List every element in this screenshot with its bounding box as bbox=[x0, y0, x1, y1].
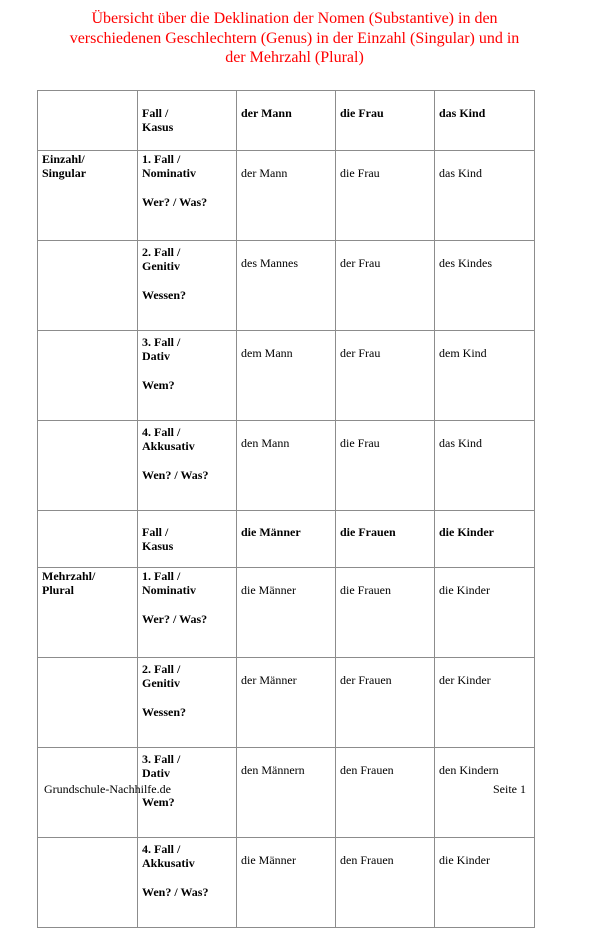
case-question: Wem? bbox=[142, 378, 175, 392]
case-name: Genitiv bbox=[142, 259, 180, 273]
case-number: 4. Fall / bbox=[142, 842, 181, 856]
case-number: 4. Fall / bbox=[142, 425, 181, 439]
case-name: Dativ bbox=[142, 349, 170, 363]
singular-row-nominativ bbox=[38, 151, 535, 241]
case-header bbox=[138, 91, 237, 151]
case-number: 2. Fall / bbox=[142, 245, 181, 259]
footer-page-number: Seite 1 bbox=[493, 782, 526, 796]
case-number: 3. Fall / bbox=[142, 335, 181, 349]
neuter-form: die Kinder bbox=[435, 568, 535, 658]
case-question: Wer? / Was? bbox=[142, 612, 208, 626]
plural-row-akkusativ bbox=[38, 838, 535, 928]
empty-cell bbox=[38, 331, 138, 421]
neuter-form: den Kindern bbox=[435, 748, 535, 838]
case-question: Wen? / Was? bbox=[142, 885, 209, 899]
feminine-form: die Frau bbox=[336, 151, 435, 241]
neuter-header: die Kinder bbox=[435, 511, 535, 568]
neuter-form: des Kindes bbox=[435, 241, 535, 331]
empty-cell bbox=[38, 658, 138, 748]
group-label-line-1: Mehrzahl/ bbox=[42, 569, 96, 583]
masculine-header: die Männer bbox=[237, 511, 336, 568]
empty-cell bbox=[38, 91, 138, 151]
case-question: Wessen? bbox=[142, 705, 187, 719]
masculine-form: der Männer bbox=[237, 658, 336, 748]
group-label-line-1: Einzahl/ bbox=[42, 152, 85, 166]
case-name: Akkusativ bbox=[142, 856, 195, 870]
empty-cell bbox=[38, 838, 138, 928]
plural-row-nominativ bbox=[38, 568, 535, 658]
case-number: 1. Fall / bbox=[142, 569, 181, 583]
neuter-form: das Kind bbox=[435, 421, 535, 511]
feminine-form: den Frauen bbox=[336, 838, 435, 928]
neuter-header: das Kind bbox=[435, 91, 535, 151]
masculine-header: der Mann bbox=[237, 91, 336, 151]
empty-cell bbox=[38, 511, 138, 568]
masculine-form: die Männer bbox=[237, 838, 336, 928]
case-name: Nominativ bbox=[142, 583, 196, 597]
singular-row-genitiv bbox=[38, 241, 535, 331]
feminine-form: die Frauen bbox=[336, 568, 435, 658]
feminine-form: den Frauen bbox=[336, 748, 435, 838]
case-header-line-2: Kasus bbox=[142, 120, 174, 134]
feminine-form: der Frau bbox=[336, 241, 435, 331]
group-label-singular bbox=[38, 151, 138, 241]
singular-header-row bbox=[38, 91, 535, 151]
masculine-form: die Männer bbox=[237, 568, 336, 658]
case-name: Akkusativ bbox=[142, 439, 195, 453]
case-question: Wer? / Was? bbox=[142, 195, 208, 209]
plural-row-genitiv bbox=[38, 658, 535, 748]
case-header bbox=[138, 511, 237, 568]
case-label bbox=[138, 151, 237, 241]
case-name: Dativ bbox=[142, 766, 170, 780]
neuter-form: dem Kind bbox=[435, 331, 535, 421]
case-label bbox=[138, 838, 237, 928]
footer-site: Grundschule-Nachhilfe.de bbox=[44, 782, 171, 796]
case-question: Wen? / Was? bbox=[142, 468, 209, 482]
masculine-form: des Mannes bbox=[237, 241, 336, 331]
case-number: 3. Fall / bbox=[142, 752, 181, 766]
case-name: Genitiv bbox=[142, 676, 180, 690]
group-label-plural bbox=[38, 568, 138, 658]
case-name: Nominativ bbox=[142, 166, 196, 180]
title-line-3: der Mehrzahl (Plural) bbox=[225, 49, 364, 66]
neuter-form: das Kind bbox=[435, 151, 535, 241]
singular-row-dativ bbox=[38, 331, 535, 421]
case-header-line-2: Kasus bbox=[142, 539, 174, 553]
case-number: 1. Fall / bbox=[142, 152, 181, 166]
case-label bbox=[138, 658, 237, 748]
masculine-form: den Männern bbox=[237, 748, 336, 838]
empty-cell bbox=[38, 241, 138, 331]
empty-cell bbox=[38, 421, 138, 511]
feminine-form: der Frauen bbox=[336, 658, 435, 748]
feminine-header: die Frau bbox=[336, 91, 435, 151]
group-label-line-2: Singular bbox=[42, 166, 87, 180]
case-question: Wem? bbox=[142, 795, 175, 809]
masculine-form: dem Mann bbox=[237, 331, 336, 421]
masculine-form: den Mann bbox=[237, 421, 336, 511]
masculine-form: der Mann bbox=[237, 151, 336, 241]
feminine-form: der Frau bbox=[336, 331, 435, 421]
feminine-header: die Frauen bbox=[336, 511, 435, 568]
page-title bbox=[20, 9, 569, 68]
group-label-line-2: Plural bbox=[42, 583, 74, 597]
plural-header-row bbox=[38, 511, 535, 568]
title-line-2: verschiedenen Geschlechtern (Genus) in der Einzahl (Singular) und in bbox=[69, 29, 520, 47]
case-header-line-1: Fall / bbox=[142, 106, 169, 120]
singular-row-akkusativ bbox=[38, 421, 535, 511]
case-label bbox=[138, 568, 237, 658]
case-label bbox=[138, 241, 237, 331]
case-label bbox=[138, 331, 237, 421]
case-label bbox=[138, 421, 237, 511]
case-header-line-1: Fall / bbox=[142, 525, 169, 539]
case-number: 2. Fall / bbox=[142, 662, 181, 676]
title-line-1: Übersicht über die Deklination der Nomen (Substantive) in den bbox=[91, 10, 498, 27]
neuter-form: die Kinder bbox=[435, 838, 535, 928]
feminine-form: die Frau bbox=[336, 421, 435, 511]
neuter-form: der Kinder bbox=[435, 658, 535, 748]
declension-table bbox=[37, 90, 535, 928]
case-question: Wessen? bbox=[142, 288, 187, 302]
